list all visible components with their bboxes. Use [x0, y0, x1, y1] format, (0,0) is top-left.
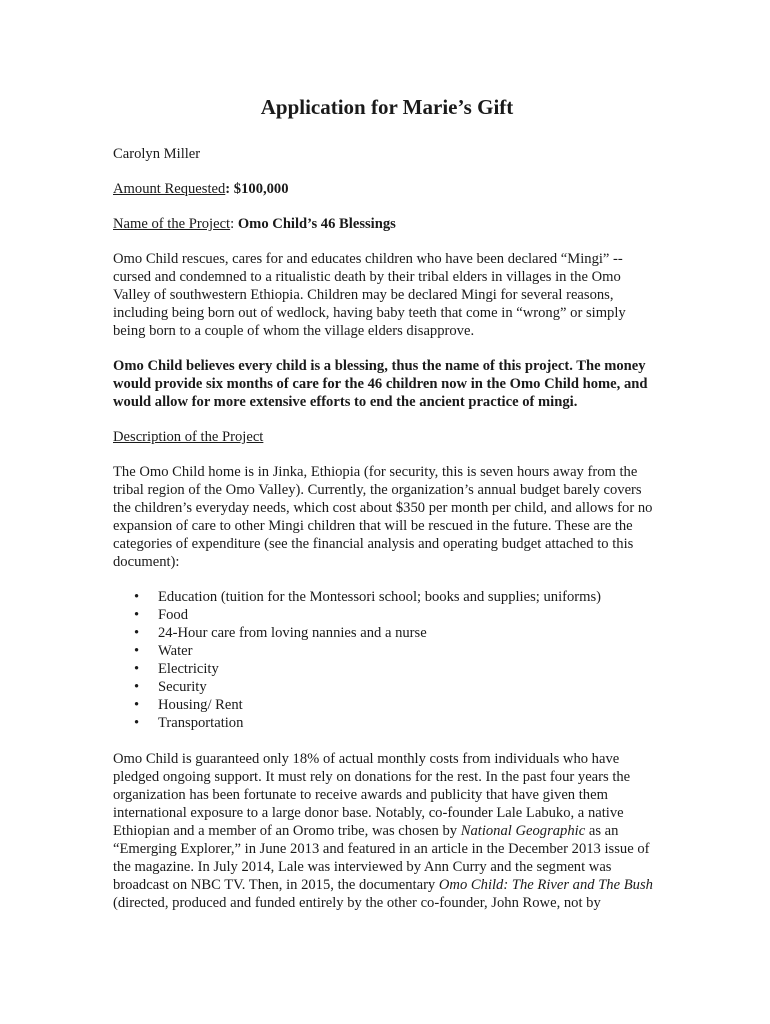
list-item-text: Water [158, 643, 193, 659]
amount-separator: : [225, 181, 234, 197]
expenditure-list [113, 588, 661, 732]
bullet-icon: • [134, 625, 140, 641]
bullet-icon: • [134, 697, 140, 713]
document-page [113, 94, 661, 929]
project-name [113, 215, 661, 233]
closing-italic-2: Omo Child: The River and The Bush [438, 877, 653, 893]
document-title: Application for Marie’s Gift [260, 95, 514, 119]
list-item [134, 696, 661, 714]
bullet-icon: • [134, 679, 140, 695]
intro-paragraph: Omo Child rescues, cares for and educates children who have been declared “Mingi” -- cursed and condemned to a ritualistic death by their tribal elders in villages in the Omo Valley of southwestern Ethiopia. Children may be declared Mingi for several reasons, including being born out of wedlock, having baby teeth that come in “wrong” or simply being born to a couple of whom the village elders disapprove. [113, 251, 626, 339]
list-item [134, 624, 661, 642]
project-name-label: Name of the Project [113, 216, 231, 232]
list-item-text: Transportation [158, 715, 244, 731]
description-heading: Description of the Project [113, 429, 264, 445]
closing-text-3: (directed, produced and funded entirely by the other co-founder, John Rowe, not by [113, 895, 601, 911]
bullet-icon: • [134, 607, 140, 623]
author-name: Carolyn Miller [113, 146, 201, 162]
project-name-separator: : [230, 216, 238, 232]
bullet-icon: • [134, 589, 140, 605]
list-item [134, 606, 661, 624]
mission-paragraph: Omo Child believes every child is a blessing, thus the name of this project. The money would provide six months of care for the 46 children now in the Omo Child home, and would allow for more extensive efforts to end the ancient practice of mingi. [113, 358, 648, 410]
bullet-icon: • [134, 643, 140, 659]
list-item [134, 588, 661, 606]
list-item [134, 714, 661, 732]
list-item-text: Food [158, 607, 189, 623]
list-item-text: Electricity [158, 661, 219, 677]
closing-paragraph [113, 750, 661, 912]
list-item-text: 24-Hour care from loving nannies and a nurse [158, 625, 427, 641]
closing-text-2: as an “Emerging Explorer,” in June 2013 and featured in an article in the December 2013 issue of the magazine. In July 2014, Lale was interviewed by Ann Curry and the segment was broadcast on NBC TV. Then, in 2015, the documentary [113, 823, 650, 893]
description-paragraph: The Omo Child home is in Jinka, Ethiopia (for security, this is seven hours away from the tribal region of the Omo Valley). Currently, the organization’s annual budget barely covers the children’s everyday needs, which cost about $350 per month per child, and allows for no expansion of care to other Mingi children that will be rescued in the future. These are the categories of expenditure (see the financial analysis and operating budget attached to this document): [113, 464, 653, 570]
amount-value: $100,000 [233, 181, 289, 197]
list-item-text: Housing/ Rent [158, 697, 243, 713]
list-item-text: Education (tuition for the Montessori school; books and supplies; uniforms) [158, 589, 602, 605]
amount-label: Amount Requested [113, 181, 226, 197]
list-item-text: Security [158, 679, 207, 695]
closing-italic-1: National Geographic [460, 823, 586, 839]
list-item [134, 642, 661, 660]
project-name-value: Omo Child’s 46 Blessings [237, 216, 396, 232]
list-item [134, 678, 661, 696]
bullet-icon: • [134, 715, 140, 731]
amount-requested [113, 180, 661, 198]
closing-text-1: Omo Child is guaranteed only 18% of actual monthly costs from individuals who have pledged ongoing support. It must rely on donations for the rest. In the past four years the organization has been fortunate to receive awards and publicity that have given them international exposure to a large donor base. Notably, co-founder Lale Labuko, a native Ethiopian and a member of an Oromo tribe, was chosen by [113, 751, 631, 839]
bullet-icon: • [134, 661, 140, 677]
list-item [134, 660, 661, 678]
